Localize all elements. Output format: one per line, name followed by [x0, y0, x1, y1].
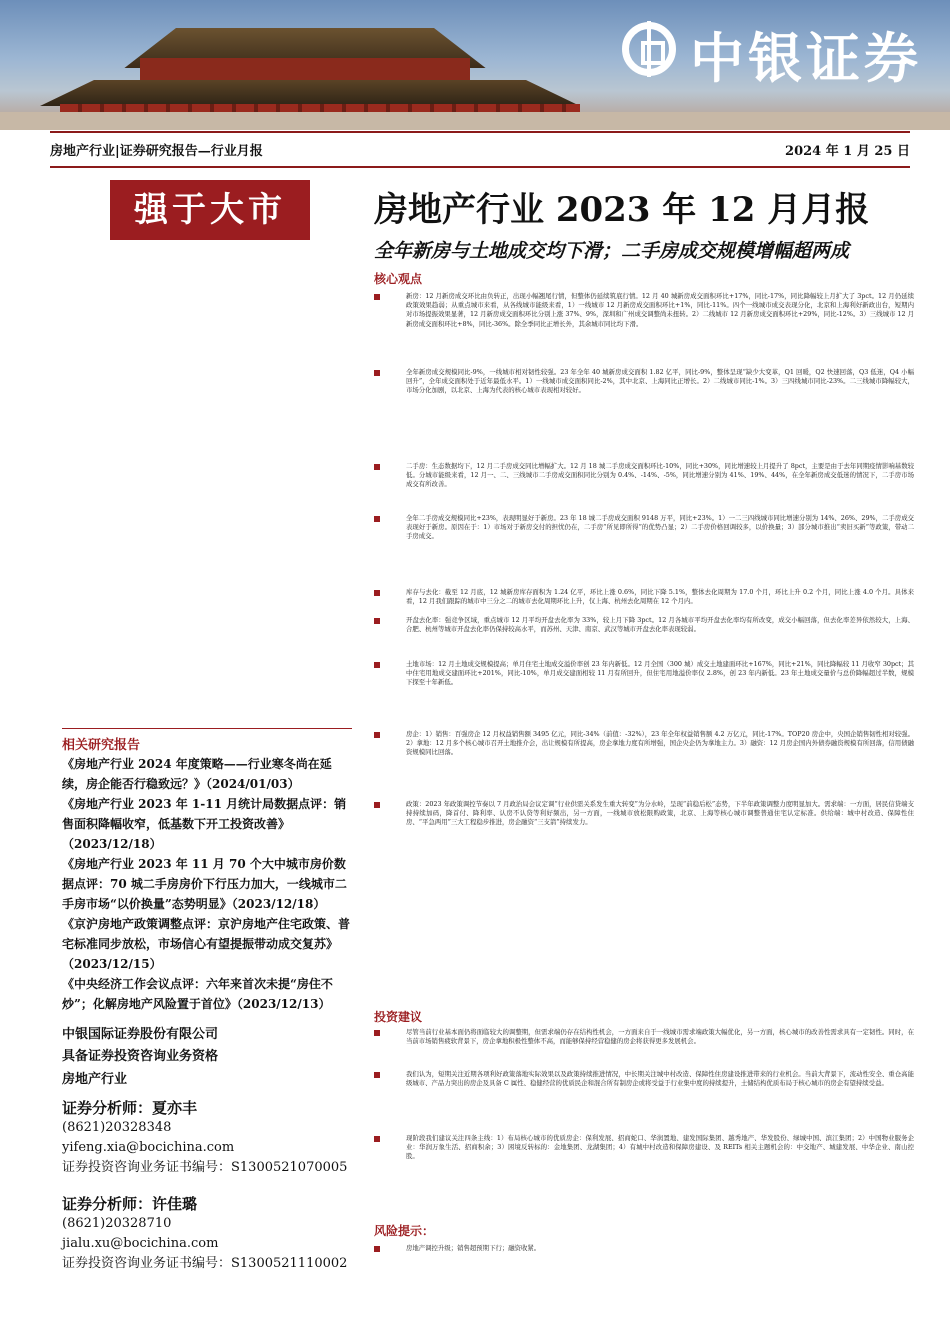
related-item[interactable]: 《中央经济工作会议点评：六年来首次未提“房住不炒”；化解房地产风险置于首位》（2023/12/13） — [62, 977, 333, 1011]
bullet-icon — [374, 1136, 380, 1142]
bullet-icon — [374, 1246, 380, 1252]
core-para-annual-second: 全年二手房成交规模同比+23%，表现明显好于新房。23 年 18 城二手房成交面积 9148 万平，同比+23%。1）一二三四线城市同比增速分别为 14%、26%、29%，二手房成交表现好于新房。原因在于：1）市场对于新房交付的担忧仍在，二手房“所见即所得”的优势凸显；2）二手房价格回调较多，以价换量；3）部分城市推出“卖旧买新”等政策，带动二手房成交。 — [374, 514, 914, 542]
bullet-icon — [374, 1030, 380, 1036]
core-para-new-homes: 新房：12 月新房成交环比由负转正，出现小幅翘尾行情，但整体仍延续筑底行情。12 月 40 城新房成交面积环比+17%，同比-17%，同比降幅较上月扩大了 3pct。12 月仍延续政策效果趋弱；从重点城市来看，从各线城市能级来看，1）一线城市 12 月新房成交面积环比+1%，同比-11%。四个一线城市成交表现分化，北京和上海利好新政出台，短期内对市场提振效果显著，12 月新房成交面积环比分别上涨 37%、9%，深圳和广州成交调整尚未扭转。2）二线城市 12 月新房成交面积环比+29%，同比-12%。3）三线城市 12 月新房成交面积环比+8%，同比-36%。除全季同比正增长外，其余城市同比均下滑。 — [374, 292, 914, 329]
bullet-icon — [374, 618, 380, 624]
related-item[interactable]: 《房地产行业 2023 年 1-11 月统计局数据点评：销售面积降幅收窄，低基数下开工投资改善》（2023/12/18） — [62, 797, 347, 851]
analyst-card — [62, 1194, 347, 1274]
palace-ground — [0, 112, 950, 130]
related-item[interactable]: 《京沪房地产政策调整点评：京沪房地产住宅政策、普宅标准同步放松，市场信心有望提振带动成交复苏》（2023/12/15） — [62, 917, 351, 971]
bullet-icon — [374, 802, 380, 808]
core-heading: 核心观点 — [374, 272, 423, 286]
analyst-cert: 证券投资咨询业务证书编号：S1300521110002 — [62, 1256, 348, 1271]
analyst-name: 证券分析师：夏亦丰 — [62, 1099, 198, 1117]
analyst-email[interactable]: yifeng.xia@bocichina.com — [62, 1140, 235, 1155]
report-title: 房地产行业 2023 年 12 月月报 — [374, 190, 870, 230]
bullet-icon — [374, 1072, 380, 1078]
rating-badge: 强于大市 — [110, 180, 310, 240]
bullet-icon — [374, 516, 380, 522]
analyst-name: 证券分析师：许佳璐 — [62, 1195, 198, 1213]
analyst-phone: (8621)20328348 — [62, 1120, 172, 1135]
core-para-developers: 房企：1）销售：百强房企 12 月权益销售额 3495 亿元，同比-34%（前值：-32%），23 年全年权益销售额 4.2 万亿元，同比-17%。TOP20 房企中，央国企销售韧性相对较强。2）拿地：12 月多个核心城市召开土地推介会，出让规模有所提高，房企拿地力度有所增强，国企央企仍为拿地主力。3）融资：12 月房企国内外债券融资规模有所回落，信用债融资规模同比回落。 — [374, 730, 914, 758]
core-para-land: 土地市场：12 月土地成交规模提高；单月住宅土地成交溢价率创 23 年内新低。12 月全国（300 城）成交土地建面环比+167%，同比+21%，同比降幅较 11 月收窄 30pct；其中住宅用地成交建面环比+201%，同比-10%，单月成交建面相较 11 月有所回升，但住宅用地溢价率仅 2.8%，创 23 年内新低。23 年土地成交量价与总价降幅超过半数，规模下探至十年新低。 — [374, 660, 914, 688]
company-qualification: 具备证券投资咨询业务资格 — [62, 1049, 219, 1064]
core-para-annual-new: 全年新房成交规模同比-9%，一线城市相对韧性较强。23 年全年 40 城新房成交面积 1.82 亿平，同比-9%，整体呈现“缺少大变革，Q1 回暖，Q2 快速回落，Q3 低迷，Q4 小幅回升”，全年成交面积处于近年最低水平。1）一线城市成交面积同比-2%，其中北京、上海同比正增长。2）二线城市同比-1%。3）三四线城市同比-23%。二三线城市降幅较大，市场分化加剧，以北京、上海为代表的核心城市表现相对较好。 — [374, 368, 914, 396]
analyst-email[interactable]: jialu.xu@bocichina.com — [62, 1236, 219, 1251]
core-para-inventory: 库存与去化：截至 12 月底，12 城新房库存面积为 1.24 亿平，环比上涨 0.6%，同比下降 5.1%，整体去化周期为 17.0 个月，环比上升 0.2 个月，同比上涨 4.0 个月。具体来看，12 月我们跟踪的城市中三分之二的城市去化周期环比上升，仅上海、杭州去化周期在 12 个月内。 — [374, 588, 914, 606]
risk-text: 房地产调控升级；销售超预期下行；融资收紧。 — [374, 1244, 914, 1253]
risk-heading: 风险提示： — [374, 1224, 435, 1238]
palace-lower-roof — [40, 80, 580, 106]
investment-para-2: 我们认为，短期关注近期各项利好政策落地实际效果以及政策持续推进情况，中长期关注城中村改造、保障性住房建设推进带来的行业机会。当前大背景下，流动性安全、重仓高能级城市、产品力突出的房企及具备 C 属性、稳健经营的优质民企和混合所有制房企或将受益于行业集中度的持续提升，土储结构优质布局于核心城市的房企有望持续受益。 — [374, 1070, 914, 1088]
core-para-policy: 政策：2023 年政策调控节奏以 7 月政治局会议定调“行业供需关系发生重大转变”为分水岭，呈现“前稳后松”态势，下半年政策调整力度明显加大。需求端：一方面，居民信贷端支持持续加码，降首付、降利率、认房不认贷等利好频出，另一方面，一线城市放松限购政策，北京、上海等核心城市调整普通住宅认定标准。供给端：城中村改造、保障性住房、“平急两用”三大工程稳步推进，房企融资“三支箭”持续发力。 — [374, 800, 914, 828]
bullet-icon — [374, 662, 380, 668]
analyst-cert: 证券投资咨询业务证书编号：S1300521070005 — [62, 1160, 348, 1175]
bullet-icon — [374, 732, 380, 738]
bullet-icon — [374, 590, 380, 596]
core-para-sell-through: 开盘去化率：强竞争区域，重点城市 12 月平均开盘去化率为 33%，较上月下降 3pct。12 月各城市平均开盘去化率均有所改变，成交小幅回落，但去化率差异依然较大，上海、合肥、杭州等城市开盘去化率仍保持较高水平，而苏州、天津、南京、武汉等城市开盘去化率表现较弱。 — [374, 616, 914, 634]
company-name: 中银国际证券股份有限公司 — [62, 1027, 219, 1042]
report-category: 房地产行业|证券研究报告—行业月报 — [50, 143, 263, 159]
investment-heading: 投资建议 — [374, 1010, 423, 1024]
investment-para-3: 现阶段我们建议关注四条主线：1）布局核心城市的优质房企：保利发展、招商蛇口、华润置地、建发国际集团、越秀地产、华发股份、绿城中国、滨江集团；2）中国物业服务企业：华润万象生活、招商积余；3）困境反转标的：金地集团、龙湖集团；4）有城中村改造和保障房建设、及 REITs 相关主题机会的：中交地产、城建发展、中华企业、南山控股。 — [374, 1134, 914, 1162]
brand-name: 中银证券 — [690, 27, 922, 90]
boc-logo-icon — [622, 22, 676, 76]
header-banner — [0, 0, 950, 130]
report-subtitle: 全年新房与土地成交均下滑；二手房成交规模增幅超两成 — [374, 240, 850, 262]
analyst-phone: (8621)20328710 — [62, 1216, 172, 1231]
company-info — [62, 1024, 218, 1068]
related-item[interactable]: 《房地产行业 2023 年 11 月 70 个大中城市房价数据点评：70 城二手房房价下行压力加大，一线城市二手房市场“以价换量”态势明显》（2023/12/18） — [62, 857, 347, 911]
report-date: 2024 年 1 月 25 日 — [785, 143, 910, 159]
industry-label: 房地产行业 — [62, 1072, 128, 1087]
related-rule — [62, 728, 352, 729]
bullet-icon — [374, 464, 380, 470]
report-header — [50, 134, 910, 164]
header-top-rule — [50, 131, 910, 133]
core-para-second-hand: 二手房：生态数据均下，12 月二手房成交同比增幅扩大。12 月 18 城二手房成交面积环比-10%，同比+30%，同比增速较上月提升了 8pct，主要是由于去年同期疫情影响基数较低。分城市能级来看，12 月一、二、三线城市二手房成交面积同比分别为 0.4%、-14%、-5%，同比增速分别为 41%、19%、44%，在全年新房成交低迷的情况下，二手房市场成交有所改善。 — [374, 462, 914, 490]
bullet-icon — [374, 370, 380, 376]
header-bottom-rule — [50, 166, 910, 168]
investment-para-1: 尽管当前行业基本面仍将面临较大的调整期，但需求端仍存在结构性机会，一方面来自于一线城市需求端政策大幅优化，另一方面，核心城市的改善性需求具有一定韧性。同时，在当前市场销售疲软背景下，房企拿地积极性整体不高，而能够保持经营稳健的房企将获得更多发展机会。 — [374, 1028, 914, 1046]
related-list — [62, 754, 352, 1014]
related-heading: 相关研究报告 — [62, 738, 141, 753]
analyst-card — [62, 1098, 347, 1178]
related-item[interactable]: 《房地产行业 2024 年度策略——行业寒冬尚在延续，房企能否行稳致远？》（2024/01/03） — [62, 757, 332, 791]
brand-logo — [612, 14, 932, 90]
bullet-icon — [374, 294, 380, 300]
